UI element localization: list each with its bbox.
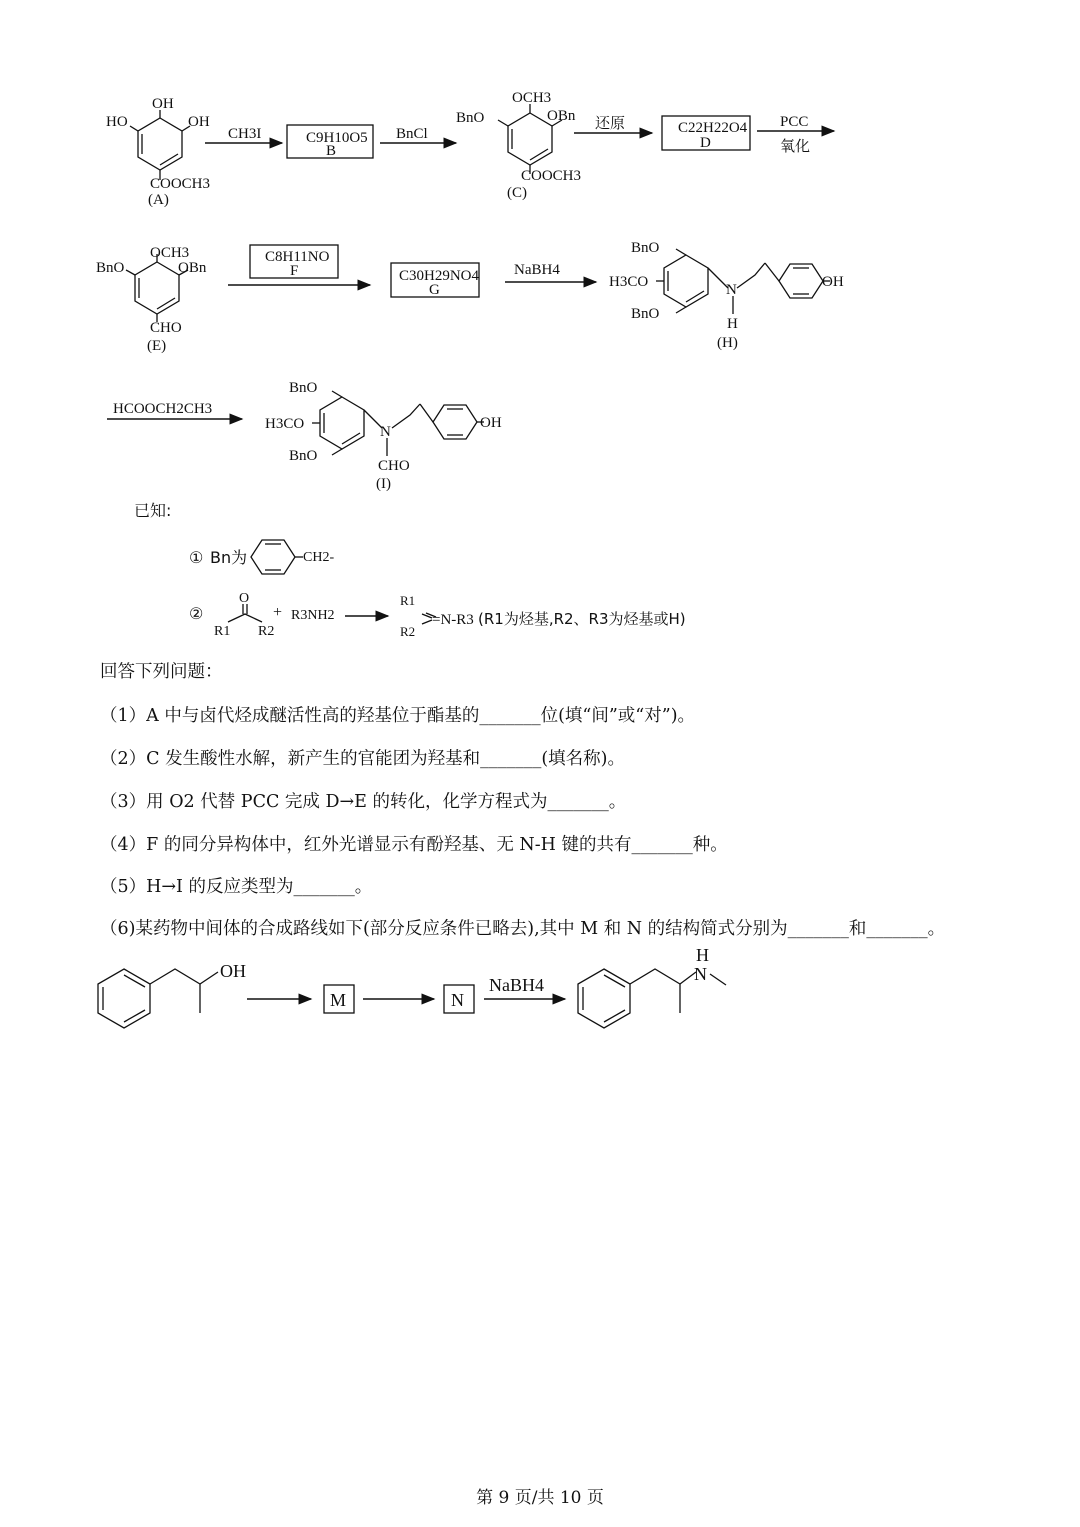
reagent-pcc: PCC <box>780 114 809 130</box>
known-2-r2-product: R2 <box>400 624 416 639</box>
e-label: (E) <box>147 338 167 354</box>
reagent-oxidation: 氧化 <box>780 137 811 155</box>
h-n: N <box>726 282 737 298</box>
question-4: （4）F 的同分异构体中，红外光谱显示有酚羟基、无 N-H 键的共有_______种。 <box>100 835 728 855</box>
question-3: （3）用 O2 代替 PCC 完成 D→E 的转化，化学方程式为_______。 <box>100 792 627 812</box>
route-m: M <box>330 990 347 1010</box>
e-och3: OCH3 <box>150 245 190 261</box>
h-bno-bottom: BnO <box>631 306 660 322</box>
d-formula: C22H22O4 <box>678 120 748 136</box>
route-start-ring <box>98 969 150 1028</box>
i-cho: CHO <box>378 458 410 474</box>
route-end-ring <box>578 969 630 1028</box>
known-2-amine: R3NH2 <box>291 608 335 623</box>
i-label: (I) <box>376 476 391 492</box>
h-label: (H) <box>717 335 738 351</box>
g-formula: C30H29NO4 <box>399 268 480 284</box>
e-bno: BnO <box>96 260 125 276</box>
compound-c-ring <box>508 113 552 165</box>
compound-a-ring <box>138 118 182 170</box>
known-2-r2: R2 <box>258 624 275 639</box>
a-oh-top: OH <box>152 96 174 112</box>
c-och3: OCH3 <box>512 90 552 106</box>
g-label: G <box>429 282 440 298</box>
i-bno-bottom: BnO <box>289 448 318 464</box>
page-footer: 第 9 页/共 10 页 <box>476 1488 604 1508</box>
h-h3co: H3CO <box>609 274 649 290</box>
f-label: F <box>290 263 299 279</box>
i-h3co: H3CO <box>265 416 305 432</box>
known-2-plus: + <box>273 604 283 621</box>
reagent-ethyl-formate: HCOOCH2CH3 <box>113 401 213 417</box>
h-oh: OH <box>822 274 844 290</box>
known-2-r1-product: R1 <box>400 593 416 608</box>
route-nabh4: NaBH4 <box>489 975 544 995</box>
compound-i-ring-right <box>433 405 477 439</box>
question-5: （5）H→I 的反应类型为_______。 <box>100 877 373 897</box>
e-obn: OBn <box>178 260 207 276</box>
known-1-text: Bn为 <box>210 548 248 567</box>
c-ester: COOCH3 <box>521 168 582 184</box>
reagent-ch3i: CH3I <box>228 126 262 142</box>
reagent-bncl: BnCl <box>396 126 428 142</box>
f-formula: C8H11NO <box>265 249 330 265</box>
known-2-o: O <box>239 591 250 606</box>
i-n: N <box>380 424 391 440</box>
compound-e-ring <box>135 262 179 314</box>
a-ester: COOCH3 <box>150 176 211 192</box>
route-nh-n: N <box>694 964 707 984</box>
known-1-num: ① <box>189 550 204 567</box>
benzyl-ring <box>251 540 295 574</box>
route-n: N <box>451 990 464 1010</box>
known-title: 已知: <box>134 501 172 520</box>
a-oh-right: OH <box>188 114 210 130</box>
question-6: （6)某药物中间体的合成路线如下(部分反应条件已略去),其中 M 和 N 的结构简式分别为_______和_______。 <box>100 919 946 939</box>
a-label: (A) <box>148 192 169 208</box>
question-1: （1）A 中与卤代烃成醚活性高的羟基位于酯基的_______位(填“间”或“对”)。 <box>100 706 696 726</box>
b-label: B <box>326 143 337 159</box>
known-2-num: ② <box>189 606 204 623</box>
i-bno-top: BnO <box>289 380 318 396</box>
known-2-product: =N-R3 <box>432 612 474 628</box>
h-bno-top: BnO <box>631 240 660 256</box>
question-2: （2）C 发生酸性水解，新产生的官能团为羟基和_______(填名称)。 <box>100 749 625 769</box>
known-1-group: CH2- <box>303 550 335 565</box>
known-2-note: (R1为烃基,R2、R3为烃基或H) <box>478 610 686 628</box>
h-h: H <box>727 316 738 332</box>
c-bno: BnO <box>456 110 485 126</box>
route-nh-h: H <box>696 945 709 965</box>
compound-h-ring-left <box>664 255 708 307</box>
i-oh: OH <box>480 415 502 431</box>
c-label: (C) <box>507 185 527 201</box>
compound-i-ring-left <box>320 397 364 449</box>
b-formula: C9H10O5 <box>306 130 368 146</box>
d-label: D <box>700 135 711 151</box>
prompt-text: 回答下列问题： <box>100 662 223 682</box>
route-oh: OH <box>220 961 246 981</box>
e-cho: CHO <box>150 320 182 336</box>
reagent-nabh4: NaBH4 <box>514 262 560 278</box>
a-oh-left: HO <box>106 114 128 130</box>
c-obn: OBn <box>547 108 576 124</box>
compound-h-ring-right <box>779 264 823 298</box>
known-2-r1: R1 <box>214 624 231 639</box>
reagent-reduce: 还原 <box>595 114 626 132</box>
